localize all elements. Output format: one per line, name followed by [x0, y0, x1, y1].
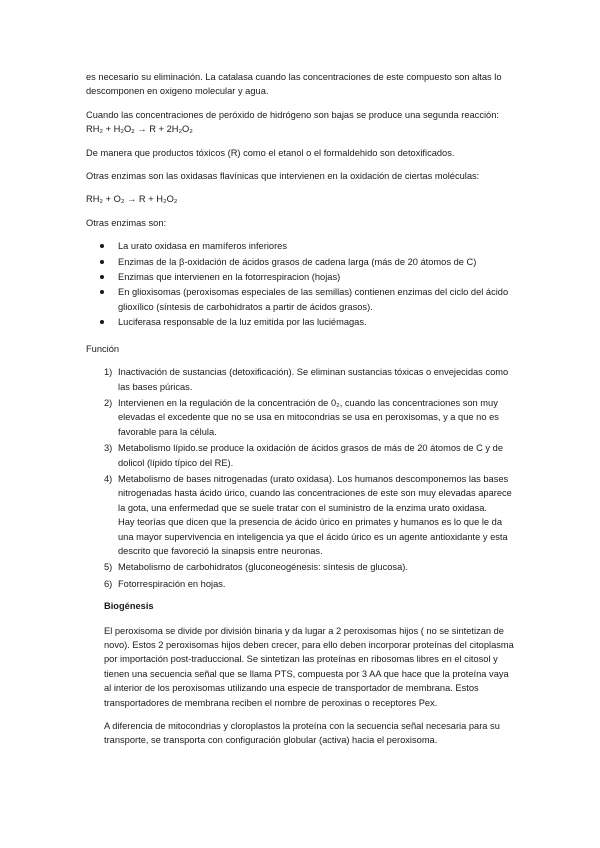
list-item: 2) Intervienen en la regulación de la concentración de 0₂, cuando las concentraciones son muy elevadas el excedente que no se usa en mitocondrias se usa en peroxisomas, y a que no es favorable para la célula. [104, 397, 499, 437]
bullet-icon [100, 275, 104, 279]
list-item-extra: Hay teorías que dicen que la presencia de ácido úrico en primates y humanos es lo que le da una mayor supervivencia en inteligencia ya que el ácido úrico es un agente antioxidante y esta descrito que favoreció la sinapsis entre neuronas. [118, 517, 508, 556]
list-item: 5) Metabolismo de carbohidratos (gluconeogénesis: síntesis de glucosa). [104, 562, 408, 573]
bullet-icon [100, 244, 104, 248]
list-item: La urato oxidasa en mamíferos inferiores [86, 239, 516, 253]
document-page [86, 70, 516, 757]
list-item: Enzimas que intervienen en la fotorrespiracion (hojas) [86, 270, 516, 284]
paragraph-oxidasas: Otras enzimas son las oxidasas flavínicas que intervienen en la oxidación de ciertas moléculas: [86, 171, 480, 182]
list-item: 3) Metabolismo lípido.se produce la oxidación de ácidos grasos de más de 20 átomos de C y de dolicol (lípido típico del RE). [104, 443, 504, 468]
paragraph-catalasa: es necesario su eliminación. La catalasa cuando las concentraciones de este compuesto son altas lo descomponen en oxigeno molecular y agua. [86, 72, 502, 97]
list-item: Enzimas de la β-oxidación de ácidos grasos de cadena larga (más de 20 átomos de C) [86, 255, 516, 269]
paragraph-biogenesis: El peroxisoma se divide por división binaria y da lugar a 2 peroxisomas hijos ( no se sintetizan de novo). Estos 2 peroxisomas hijos deben crecer, para ello deben incorporar proteínas del citoplasma por importación post-traduccional. Se sintetizan las proteínas en ribosomas libres en el citosol y tienen una secuencia señal que se llama PTS, compuesta por 3 AA que hace que la proteína vaya al interior de los peroxisomas utilizando una especie de transportador de membrana. Estos transportadores de membrana reciben el nombre de peroxinas o receptores Pex. [104, 625, 514, 708]
list-item: Luciferasa responsable de la luz emitida por las luciémagas. [86, 315, 516, 329]
paragraph-otras-enzimas: Otras enzimas son: [86, 217, 167, 228]
paragraph-detoxificados: De manera que productos tóxicos (R) como el etanol o el formaldehido son detoxificados. [86, 147, 455, 158]
list-item: En glioxisomas (peroxisomas especiales de las semillas) contienen enzimas del ciclo del ácido glioxílico (síntesis de carbohidratos a partir de ácidos grasos). [86, 285, 516, 314]
section-title-biogenesis: Biogénesis [104, 601, 154, 612]
enzyme-list [86, 239, 516, 329]
bullet-icon [100, 290, 104, 294]
paragraph-transporte: A diferencia de mitocondrias y cloroplastos la proteína con la secuencia señal necesaria para su transporte, se transporta con configuración globular (activa) hacia el peroxisoma. [104, 721, 500, 746]
list-item: 4) Metabolismo de bases nitrogenadas (urato oxidasa). Los humanos descomponemos las bases nitrogenadas hasta ácido úrico, cuando las concentraciones de este son muy elevadas aparece la gota, una enfermedad que se suele tratar con el suministro de la enzima urato oxidasa. Hay teorías que dicen que la presencia de ácido úrico en primates y humanos es lo que le da una mayor supervivencia en inteligencia ya que el ácido úrico es un agente antioxidante y esta descrito que favoreció la sinapsis entre neuronas. [86, 472, 516, 558]
section-title-funcion: Función [86, 343, 120, 354]
list-item: 6) Fotorrespiración en hojas. [104, 578, 226, 589]
list-item: 1) Inactivación de sustancias (detoxificación). Se eliminan sustancias tóxicas o envejecidas como las bases púricas. [104, 367, 509, 392]
bullet-icon [100, 260, 104, 264]
funcion-list [86, 365, 516, 591]
paragraph-reaccion-2: Cuando las concentraciones de peróxido de hidrógeno son bajas se produce una segunda reacción: RH₂ + H₂O₂ → R + 2H₂O₂ [86, 109, 499, 135]
bullet-icon [100, 320, 104, 324]
equation-oxidasa: RH₂ + O₂ → R + H₂O₂ [86, 194, 178, 205]
